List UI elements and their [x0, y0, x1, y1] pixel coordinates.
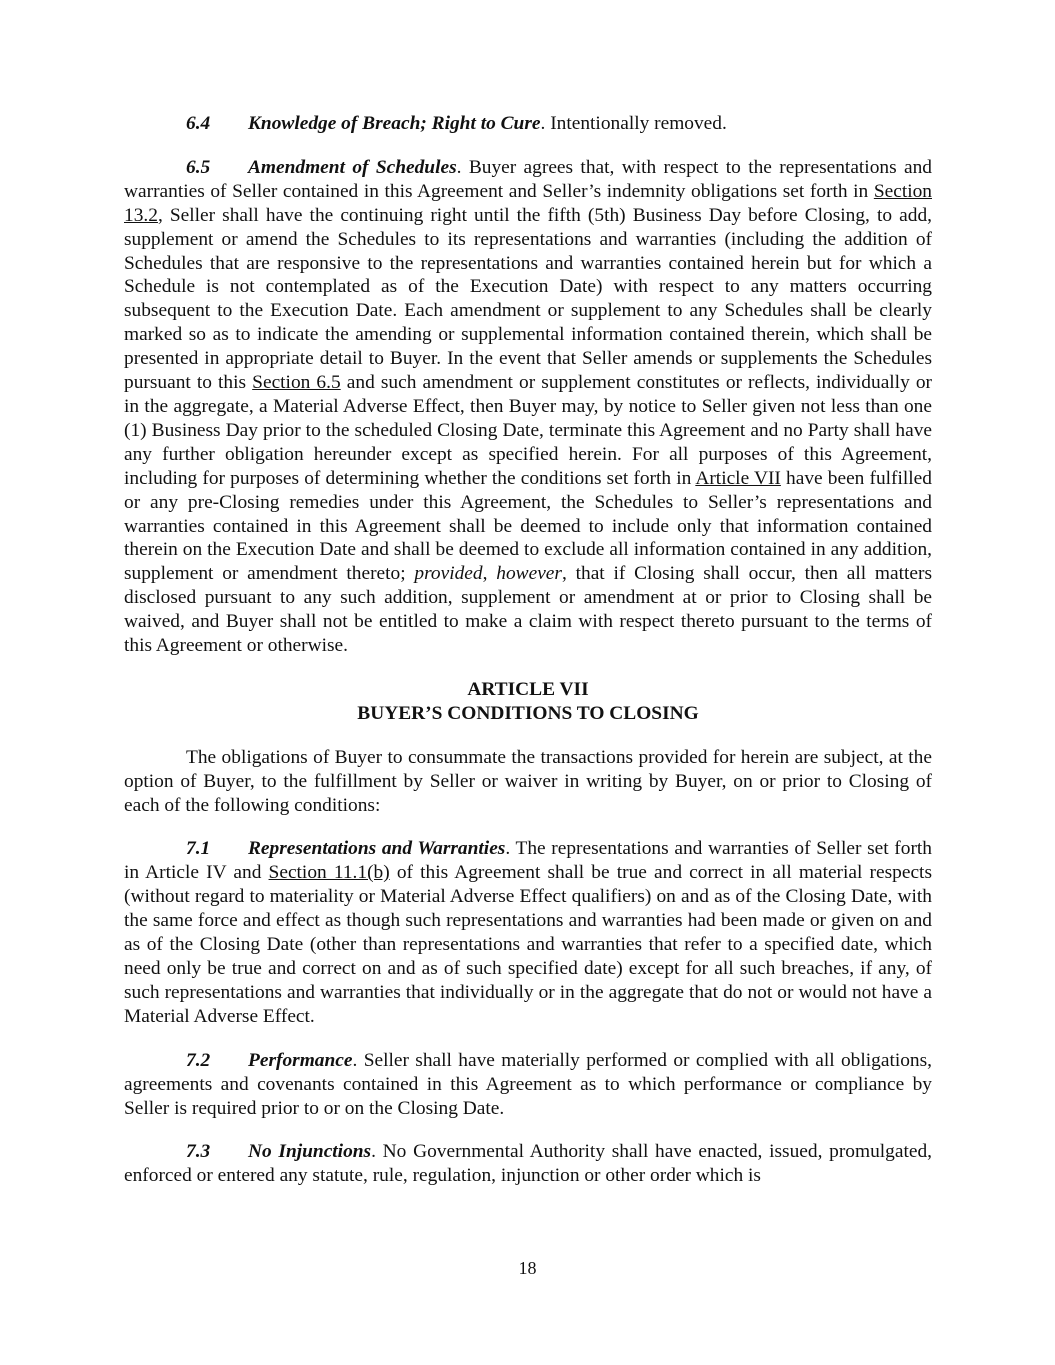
section-number: 7.1 — [186, 838, 211, 860]
section-heading: Representations and Warranties — [248, 838, 506, 860]
article-subtitle: BUYER’S CONDITIONS TO CLOSING — [357, 702, 699, 724]
section-7-2 — [124, 1049, 932, 1121]
section-heading: Performance — [248, 1049, 353, 1071]
section-number: 7.3 — [186, 1141, 211, 1163]
section-text: . No Governmental Authority shall have enacted, issued, promulgated, enforced or entered any statute, rule, regulation, injunction or other order which is — [124, 1141, 932, 1187]
italic-term-however: however — [496, 563, 562, 585]
page-number: 18 — [518, 1258, 537, 1278]
section-text: , that if Closing shall occur, then all matters disclosed pursuant to any such addition, supplement or amendment at or prior to Closing shall be waived, and Buyer shall not be entitled to make a claim with respect thereto pursuant to the terms of this Agreement or otherwise. — [124, 563, 933, 657]
section-number: 7.2 — [186, 1049, 211, 1071]
section-6-5 — [124, 156, 932, 658]
section-6-4 — [124, 112, 932, 136]
article-intro: The obligations of Buyer to consummate the transactions provided for herein are subject, at the option of Buyer, to the fulfillment by Seller or waiver in writing by Buyer, on or prior to Closing of each of the following conditions: — [124, 746, 932, 816]
cross-reference-section-6-5[interactable]: Section 6.5 — [252, 372, 341, 394]
section-heading: No Injunctions — [248, 1141, 372, 1163]
section-7-1 — [124, 837, 932, 1028]
section-text: . Seller shall have materially performed or complied with all obligations, agreements and covenants contained in this Agreement as to which performance or compliance by Seller is required prior to or on the Closing Date. — [124, 1049, 932, 1119]
section-number: 6.5 — [186, 156, 211, 178]
section-text: Intentionally removed. — [545, 113, 727, 134]
section-text: and such amendment or supplement constitutes or reflects, individually or in the aggregate, a Material Adverse Effect, then Buyer may, by notice to Seller given not less than one (1) Business Day prior to the scheduled Closing Date, terminate this Agreement and no Party shall have any further obligation hereunder except as specified herein. For all purposes of this Agreement, including for purposes of determining whether the conditions set forth in — [124, 372, 933, 489]
cross-reference-article-vii[interactable]: Article VII — [695, 467, 781, 489]
cross-reference-section-13-2[interactable]: Section 13.2 — [124, 180, 932, 226]
section-heading: Amendment of Schedules — [248, 156, 457, 178]
section-text: , — [482, 563, 497, 585]
section-text: have been fulfilled or any pre-Closing remedies under this Agreement, the Schedules to Seller’s representations and warranties contained in this Agreement shall be deemed to include only that information contained therein on the Execution Date and shall be deemed to exclude all information contained in any addition, supplement or amendment thereto; — [124, 467, 932, 585]
cross-reference-section-11-1b[interactable]: Section 11.1(b) — [268, 862, 390, 884]
section-7-3 — [124, 1140, 932, 1188]
document-page — [124, 112, 932, 1208]
heading-period: . — [540, 113, 546, 134]
section-text: . Buyer agrees that, with respect to the representations and warranties of Seller contained in this Agreement and Seller’s indemnity obligations set forth in — [124, 156, 932, 202]
section-text: . The representations and warranties of Seller set forth in Article IV and — [124, 838, 932, 884]
article-heading — [124, 678, 932, 726]
section-number: 6.4 — [186, 113, 211, 134]
section-heading: Knowledge of Breach; Right to Cure — [248, 113, 541, 134]
section-text: , Seller shall have the continuing right until the fifth (5th) Business Day before Closing, to add, supplement or amend the Schedules to its representations and warranties (including the addition of Schedules that are responsive to the representations and warranties contained herein but for which a Schedule is not contemplated as of the Execution Date) with respect to any matters occurring subsequent to the Execution Date. Each amendment or supplement to any Schedules shall be clearly marked so as to indicate the amending or supplemental information contained therein, which shall be presented in appropriate detail to Buyer. In the event that Seller amends or supplements the Schedules pursuant to this — [124, 204, 932, 394]
italic-term-provided: provided — [414, 563, 483, 585]
section-text: of this Agreement shall be true and correct in all material respects (without regard to materiality or Material Adverse Effect qualifiers) on and as of the Closing Date, with the same force and effect as though such representations and warranties had been made or given on and as of the Closing Date (other than representations and warranties that refer to a specified date, which need only be true and correct on and as of such specified date) except for all such breaches, if any, of such representations and warranties that individually or in the aggregate that do not or would not have a Material Adverse Effect. — [124, 862, 932, 1027]
article-title: ARTICLE VII — [467, 678, 589, 700]
